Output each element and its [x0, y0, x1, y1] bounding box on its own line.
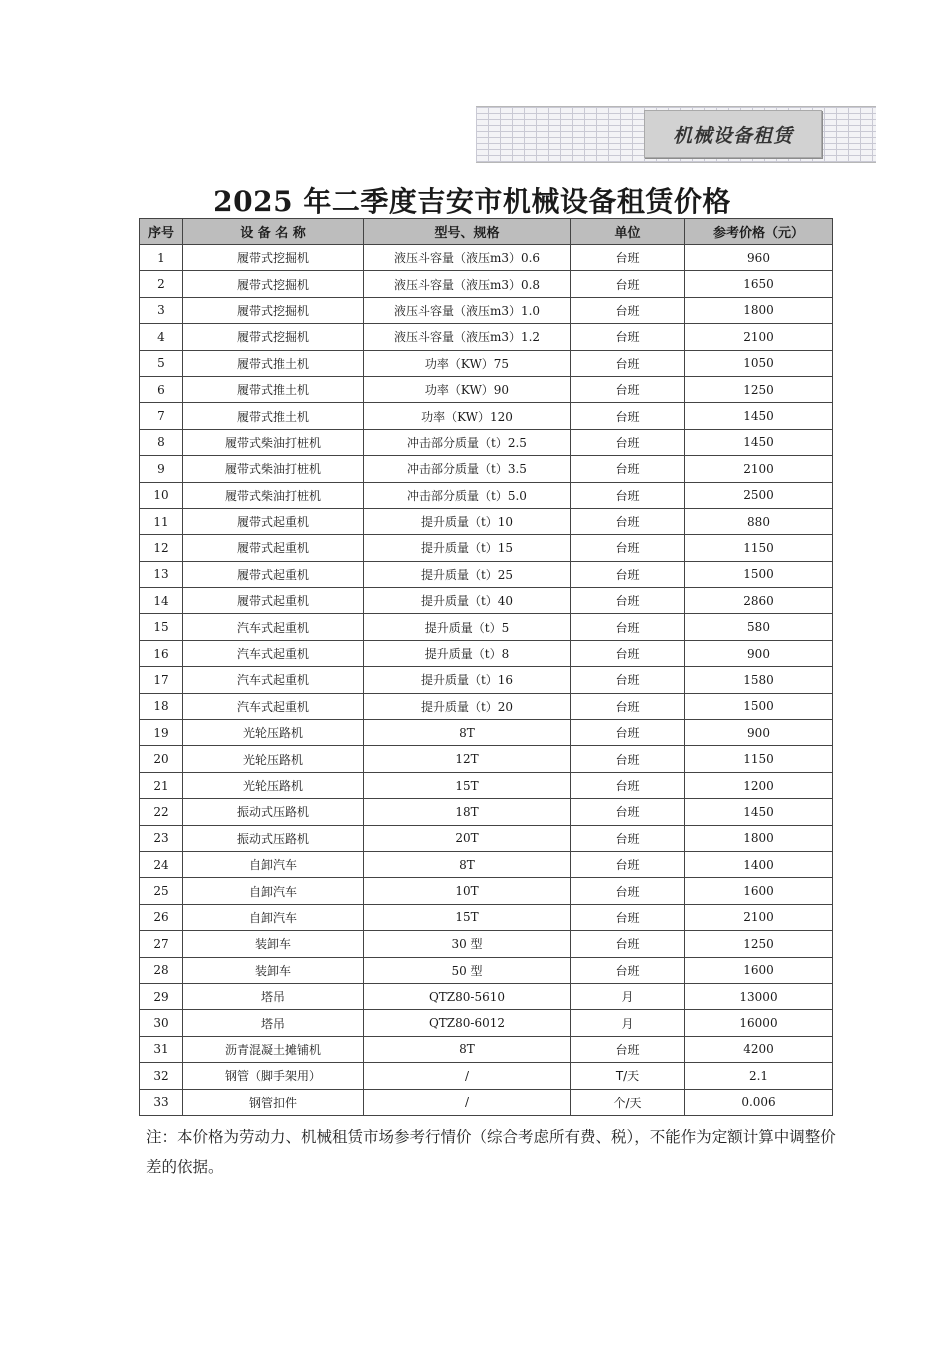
- cell-spec: 液压斗容量（液压m3）0.6: [364, 245, 571, 271]
- table-row: [140, 588, 833, 614]
- cell-unit: 台班: [571, 350, 685, 376]
- cell-spec: 功率（KW）90: [364, 376, 571, 402]
- cell-price: 1800: [685, 297, 833, 323]
- cell-name: 履带式推土机: [183, 376, 364, 402]
- table-header-row: [140, 219, 833, 245]
- cell-unit: 台班: [571, 403, 685, 429]
- cell-name: 履带式推土机: [183, 350, 364, 376]
- cell-unit: 台班: [571, 799, 685, 825]
- cell-no: 26: [140, 904, 183, 930]
- cell-spec: 冲击部分质量（t）3.5: [364, 456, 571, 482]
- cell-name: 履带式柴油打桩机: [183, 456, 364, 482]
- cell-unit: 台班: [571, 376, 685, 402]
- table-row: [140, 1010, 833, 1036]
- cell-price: 1600: [685, 957, 833, 983]
- cell-price: 580: [685, 614, 833, 640]
- cell-name: 钢管扣件: [183, 1089, 364, 1115]
- table-row: [140, 561, 833, 587]
- cell-spec: 15T: [364, 772, 571, 798]
- page-title-text: 2025 年二季度吉安市机械设备租赁价格: [213, 185, 731, 218]
- cell-spec: 18T: [364, 799, 571, 825]
- cell-name: 塔吊: [183, 983, 364, 1009]
- table-row: [140, 1036, 833, 1062]
- cell-name: 履带式挖掘机: [183, 271, 364, 297]
- cell-price: 1450: [685, 429, 833, 455]
- cell-price: 1450: [685, 403, 833, 429]
- cell-no: 31: [140, 1036, 183, 1062]
- cell-no: 17: [140, 667, 183, 693]
- table-row: [140, 693, 833, 719]
- cell-no: 9: [140, 456, 183, 482]
- table-row: [140, 825, 833, 851]
- cell-spec: 50 型: [364, 957, 571, 983]
- table-row: [140, 614, 833, 640]
- header-no: 序号: [140, 219, 183, 245]
- cell-price: 900: [685, 720, 833, 746]
- cell-name: 履带式柴油打桩机: [183, 482, 364, 508]
- table-row: [140, 271, 833, 297]
- cell-price: 1450: [685, 799, 833, 825]
- cell-no: 3: [140, 297, 183, 323]
- table-row: [140, 508, 833, 534]
- cell-unit: 台班: [571, 746, 685, 772]
- header-unit: 单位: [571, 219, 685, 245]
- section-banner-box: [644, 110, 822, 158]
- cell-unit: 台班: [571, 429, 685, 455]
- cell-spec: 提升质量（t）40: [364, 588, 571, 614]
- cell-name: 塔吊: [183, 1010, 364, 1036]
- cell-spec: 8T: [364, 1036, 571, 1062]
- cell-name: 履带式挖掘机: [183, 324, 364, 350]
- cell-price: 1600: [685, 878, 833, 904]
- footnote: 注：本价格为劳动力、机械租赁市场参考行情价（综合考虑所有费、税），不能作为定额计算中调整价差的依据。: [146, 1128, 836, 1176]
- cell-price: 1150: [685, 535, 833, 561]
- cell-name: 履带式起重机: [183, 508, 364, 534]
- cell-name: 装卸车: [183, 957, 364, 983]
- header-spec: 型号、规格: [364, 219, 571, 245]
- cell-spec: 10T: [364, 878, 571, 904]
- cell-price: 4200: [685, 1036, 833, 1062]
- cell-name: 汽车式起重机: [183, 614, 364, 640]
- cell-no: 28: [140, 957, 183, 983]
- cell-name: 振动式压路机: [183, 825, 364, 851]
- section-banner: [476, 106, 876, 163]
- table-row: [140, 482, 833, 508]
- table-row: [140, 931, 833, 957]
- cell-unit: 台班: [571, 1036, 685, 1062]
- table-row: [140, 535, 833, 561]
- cell-spec: 功率（KW）75: [364, 350, 571, 376]
- cell-price: 2100: [685, 456, 833, 482]
- cell-unit: 台班: [571, 772, 685, 798]
- cell-name: 光轮压路机: [183, 720, 364, 746]
- cell-no: 18: [140, 693, 183, 719]
- header-name: 设 备 名 称: [183, 219, 364, 245]
- cell-price: 900: [685, 640, 833, 666]
- cell-unit: 台班: [571, 878, 685, 904]
- cell-price: 16000: [685, 1010, 833, 1036]
- cell-no: 25: [140, 878, 183, 904]
- cell-no: 20: [140, 746, 183, 772]
- cell-spec: /: [364, 1089, 571, 1115]
- cell-unit: 台班: [571, 297, 685, 323]
- cell-unit: 台班: [571, 588, 685, 614]
- cell-unit: 台班: [571, 271, 685, 297]
- cell-price: 2860: [685, 588, 833, 614]
- cell-name: 光轮压路机: [183, 772, 364, 798]
- cell-spec: 15T: [364, 904, 571, 930]
- cell-spec: 功率（KW）120: [364, 403, 571, 429]
- cell-unit: 台班: [571, 667, 685, 693]
- cell-no: 29: [140, 983, 183, 1009]
- cell-spec: QTZ80-6012: [364, 1010, 571, 1036]
- cell-name: 光轮压路机: [183, 746, 364, 772]
- cell-unit: 台班: [571, 508, 685, 534]
- cell-price: 1500: [685, 693, 833, 719]
- cell-no: 21: [140, 772, 183, 798]
- cell-spec: 液压斗容量（液压m3）1.0: [364, 297, 571, 323]
- table-row: [140, 1089, 833, 1115]
- cell-spec: 冲击部分质量（t）2.5: [364, 429, 571, 455]
- cell-name: 自卸汽车: [183, 878, 364, 904]
- cell-spec: 12T: [364, 746, 571, 772]
- cell-price: 2100: [685, 324, 833, 350]
- cell-name: 履带式柴油打桩机: [183, 429, 364, 455]
- cell-unit: 台班: [571, 324, 685, 350]
- cell-unit: 台班: [571, 904, 685, 930]
- cell-spec: 提升质量（t）20: [364, 693, 571, 719]
- cell-unit: 台班: [571, 561, 685, 587]
- cell-spec: 提升质量（t）10: [364, 508, 571, 534]
- cell-spec: 30 型: [364, 931, 571, 957]
- cell-spec: 提升质量（t）8: [364, 640, 571, 666]
- cell-name: 汽车式起重机: [183, 667, 364, 693]
- cell-no: 4: [140, 324, 183, 350]
- cell-price: 1050: [685, 350, 833, 376]
- cell-name: 振动式压路机: [183, 799, 364, 825]
- cell-no: 14: [140, 588, 183, 614]
- cell-price: 1400: [685, 851, 833, 877]
- table-row: [140, 456, 833, 482]
- cell-price: 1580: [685, 667, 833, 693]
- cell-name: 履带式挖掘机: [183, 297, 364, 323]
- cell-unit: 台班: [571, 640, 685, 666]
- table-row: [140, 245, 833, 271]
- table-row: [140, 720, 833, 746]
- cell-name: 履带式挖掘机: [183, 245, 364, 271]
- cell-no: 8: [140, 429, 183, 455]
- table-row: [140, 429, 833, 455]
- table-row: [140, 957, 833, 983]
- table-row: [140, 297, 833, 323]
- table-body: [140, 245, 833, 1116]
- cell-price: 1800: [685, 825, 833, 851]
- cell-name: 钢管（脚手架用）: [183, 1063, 364, 1089]
- table-row: [140, 772, 833, 798]
- cell-no: 23: [140, 825, 183, 851]
- cell-price: 13000: [685, 983, 833, 1009]
- cell-name: 汽车式起重机: [183, 640, 364, 666]
- cell-price: 1500: [685, 561, 833, 587]
- table-row: [140, 1063, 833, 1089]
- table-row: [140, 878, 833, 904]
- cell-unit: 台班: [571, 245, 685, 271]
- cell-unit: 台班: [571, 482, 685, 508]
- cell-no: 24: [140, 851, 183, 877]
- cell-name: 自卸汽车: [183, 904, 364, 930]
- cell-name: 沥青混凝土摊铺机: [183, 1036, 364, 1062]
- cell-unit: 台班: [571, 535, 685, 561]
- cell-spec: 提升质量（t）25: [364, 561, 571, 587]
- cell-no: 5: [140, 350, 183, 376]
- cell-spec: 提升质量（t）16: [364, 667, 571, 693]
- cell-no: 11: [140, 508, 183, 534]
- cell-price: 2100: [685, 904, 833, 930]
- cell-unit: 台班: [571, 931, 685, 957]
- table-row: [140, 324, 833, 350]
- cell-spec: QTZ80-5610: [364, 983, 571, 1009]
- cell-no: 7: [140, 403, 183, 429]
- cell-no: 13: [140, 561, 183, 587]
- cell-name: 履带式起重机: [183, 535, 364, 561]
- cell-name: 履带式起重机: [183, 588, 364, 614]
- cell-no: 6: [140, 376, 183, 402]
- header-price: 参考价格（元）: [685, 219, 833, 245]
- cell-spec: 液压斗容量（液压m3）0.8: [364, 271, 571, 297]
- page-title: [0, 180, 950, 220]
- cell-no: 22: [140, 799, 183, 825]
- cell-name: 自卸汽车: [183, 851, 364, 877]
- cell-unit: T/天: [571, 1063, 685, 1089]
- cell-spec: 提升质量（t）15: [364, 535, 571, 561]
- cell-unit: 台班: [571, 720, 685, 746]
- cell-spec: 8T: [364, 720, 571, 746]
- cell-spec: 提升质量（t）5: [364, 614, 571, 640]
- cell-unit: 台班: [571, 614, 685, 640]
- table-row: [140, 403, 833, 429]
- cell-unit: 台班: [571, 851, 685, 877]
- table-row: [140, 667, 833, 693]
- cell-name: 履带式起重机: [183, 561, 364, 587]
- cell-spec: 液压斗容量（液压m3）1.2: [364, 324, 571, 350]
- cell-no: 15: [140, 614, 183, 640]
- cell-unit: 台班: [571, 693, 685, 719]
- cell-price: 1250: [685, 376, 833, 402]
- cell-spec: /: [364, 1063, 571, 1089]
- cell-price: 960: [685, 245, 833, 271]
- cell-spec: 冲击部分质量（t）5.0: [364, 482, 571, 508]
- cell-price: 0.006: [685, 1089, 833, 1115]
- cell-price: 1650: [685, 271, 833, 297]
- table-row: [140, 799, 833, 825]
- table-row: [140, 983, 833, 1009]
- table-row: [140, 376, 833, 402]
- table-row: [140, 746, 833, 772]
- cell-price: 1200: [685, 772, 833, 798]
- cell-unit: 月: [571, 983, 685, 1009]
- cell-unit: 月: [571, 1010, 685, 1036]
- cell-no: 12: [140, 535, 183, 561]
- cell-no: 2: [140, 271, 183, 297]
- cell-no: 1: [140, 245, 183, 271]
- table-row: [140, 350, 833, 376]
- cell-name: 汽车式起重机: [183, 693, 364, 719]
- cell-no: 33: [140, 1089, 183, 1115]
- cell-no: 27: [140, 931, 183, 957]
- cell-unit: 台班: [571, 957, 685, 983]
- cell-no: 10: [140, 482, 183, 508]
- table-row: [140, 640, 833, 666]
- cell-price: 1250: [685, 931, 833, 957]
- cell-no: 19: [140, 720, 183, 746]
- cell-name: 装卸车: [183, 931, 364, 957]
- table-row: [140, 851, 833, 877]
- cell-no: 16: [140, 640, 183, 666]
- cell-price: 2500: [685, 482, 833, 508]
- cell-spec: 8T: [364, 851, 571, 877]
- cell-price: 880: [685, 508, 833, 534]
- cell-price: 1150: [685, 746, 833, 772]
- cell-name: 履带式推土机: [183, 403, 364, 429]
- cell-spec: 20T: [364, 825, 571, 851]
- cell-unit: 台班: [571, 456, 685, 482]
- section-banner-label: 机械设备租赁: [672, 124, 793, 147]
- rental-price-table: [139, 218, 833, 1116]
- cell-unit: 个/天: [571, 1089, 685, 1115]
- cell-no: 32: [140, 1063, 183, 1089]
- table-row: [140, 904, 833, 930]
- cell-no: 30: [140, 1010, 183, 1036]
- cell-unit: 台班: [571, 825, 685, 851]
- cell-price: 2.1: [685, 1063, 833, 1089]
